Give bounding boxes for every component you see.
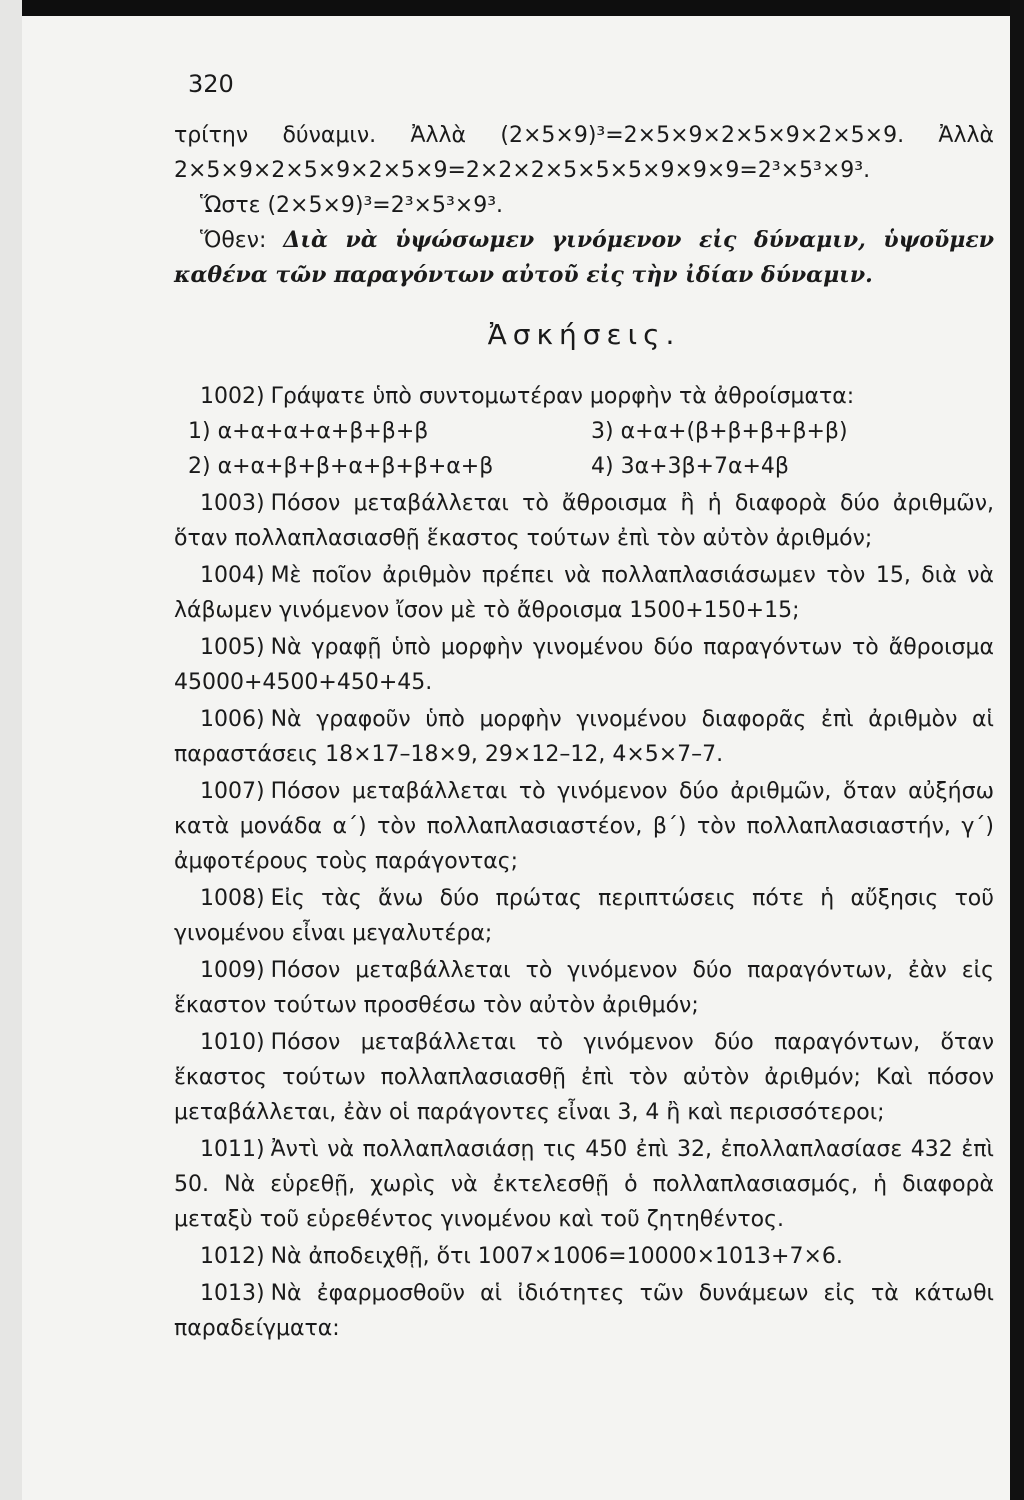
exercise-1004 <box>174 558 994 628</box>
exercise-1006 <box>174 702 994 772</box>
exercise-number: 1009) <box>200 958 265 983</box>
exercise-1013 <box>174 1276 994 1346</box>
exercise-number: 1004) <box>200 563 265 588</box>
section-heading: Ἀσκήσεις. <box>487 318 681 351</box>
exercise-number: 1006) <box>200 707 265 732</box>
exercise-number: 1003) <box>200 491 265 516</box>
exercise-number: 1008) <box>200 886 265 911</box>
page-number: 320 <box>188 70 234 98</box>
exercise-number: 1002) <box>200 384 265 409</box>
exercise-text: Νὰ ἀποδειχθῇ, ὅτι 1007×1006=10000×1013+7×6. <box>270 1244 843 1269</box>
exercise-text: Νὰ γραφῇ ὑπὸ μορφὴν γινομένου δύο παραγόντων τὸ ἄθροισμα 45000+4500+450+45. <box>174 635 994 695</box>
exercise-number: 1012) <box>200 1244 265 1269</box>
exercise-item: 3) α+α+(β+β+β+β+β) <box>591 419 848 444</box>
scan-border-top <box>0 0 1024 16</box>
exercise-number: 1005) <box>200 635 265 660</box>
exercise-1012 <box>174 1239 994 1274</box>
exercise-1005 <box>174 630 994 700</box>
intro-line-2: 2×5×9×2×5×9×2×5×9=2×2×2×5×5×5×9×9×9=2³×5³×9³. <box>174 158 871 183</box>
exercise-number: 1013) <box>200 1281 265 1306</box>
exercise-1002-items <box>174 414 994 484</box>
exercise-text: Ἀντὶ νὰ πολλαπλασιάσῃ τις 450 ἐπὶ 32, ἐπολλαπλασίασε 432 ἐπὶ 50. Νὰ εὑρεθῇ, χωρὶς νὰ ἐκτελεσθῇ ὁ πολλαπλασιασμός, ἡ διαφορὰ μεταξὺ τοῦ εὑρεθέντος γινομένου καὶ τοῦ ζητηθέντος. <box>174 1137 994 1232</box>
exercise-text: Νὰ ἐφαρμοσθοῦν αἱ ἰδιότητες τῶν δυνάμεων εἰς τὰ κάτωθι παραδείγματα: <box>174 1281 994 1341</box>
exercise-item: 1) α+α+α+α+β+β+β <box>188 419 429 444</box>
exercise-text: Γράψατε ὑπὸ συντομωτέραν μορφὴν τὰ ἀθροίσματα: <box>270 384 855 409</box>
exercise-number: 1007) <box>200 779 265 804</box>
scan-border-left <box>0 0 22 1500</box>
exercise-text: Μὲ ποῖον ἀριθμὸν πρέπει νὰ πολλαπλασιάσωμεν τὸν 15, διὰ νὰ λάβωμεν γινόμενον ἴσον μὲ τὸ ἄθροισμα 1500+150+15; <box>174 563 994 623</box>
rule-emphasis: Διὰ νὰ ὑψώσωμεν γινόμενον εἰς δύναμιν, ὑψοῦμεν καθένα τῶν παραγόντων αὐτοῦ εἰς τὴν ἰδίαν δύναμιν. <box>174 227 994 288</box>
exercise-text: Εἰς τὰς ἄνω δύο πρώτας περιπτώσεις πότε ἡ αὔξησις τοῦ γινομένου εἶναι μεγαλυτέρα; <box>174 886 994 946</box>
exercise-text: Νὰ γραφοῦν ὑπὸ μορφὴν γινομένου διαφορᾶς ἐπὶ ἀριθμὸν αἱ παραστάσεις 18×17–18×9, 29×12–12, 4×5×7–7. <box>174 707 994 767</box>
exercise-text: Πόσον μεταβάλλεται τὸ ἄθροισμα ἢ ἡ διαφορὰ δύο ἀριθμῶν, ὅταν πολλαπλασιασθῇ ἕκαστος τούτων ἐπὶ τὸν αὐτὸν ἀριθμόν; <box>174 491 994 551</box>
intro-line-1: τρίτην δύναμιν. Ἀλλὰ (2×5×9)³=2×5×9×2×5×9×2×5×9. Ἀλλὰ <box>174 123 994 148</box>
intro-line-3: Ὥστε (2×5×9)³=2³×5³×9³. <box>200 193 504 218</box>
exercise-text: Πόσον μεταβάλλεται τὸ γινόμενον δύο παραγόντων, ὅταν ἕκαστος τούτων πολλαπλασιασθῇ ἐπὶ τὸν αὐτὸν ἀριθμόν; Καὶ πόσον μεταβάλλεται, ἐὰν οἱ παράγοντες εἶναι 3, 4 ἢ καὶ περισσότεροι; <box>174 1030 994 1125</box>
exercise-list <box>174 379 994 1346</box>
exercise-item: 4) 3α+3β+7α+4β <box>591 454 789 479</box>
exercise-1011 <box>174 1132 994 1237</box>
exercise-1002 <box>174 379 994 484</box>
exercise-1003 <box>174 486 994 556</box>
rule-prefix: Ὅθεν: <box>200 228 284 253</box>
page-content <box>174 64 994 1348</box>
exercise-number: 1011) <box>200 1137 265 1162</box>
exercise-text: Πόσον μεταβάλλεται τὸ γινόμενον δύο ἀριθμῶν, ὅταν αὐξήσω κατὰ μονάδα α΄) τὸν πολλαπλασιαστέον, β΄) τὸν πολλαπλασιαστήν, γ΄) ἀμφοτέρους τοὺς παράγοντας; <box>174 779 994 874</box>
exercise-text: Πόσον μεταβάλλεται τὸ γινόμενον δύο παραγόντων, ἐὰν εἰς ἕκαστον τούτων προσθέσω τὸν αὐτὸν ἀριθμόν; <box>174 958 994 1018</box>
exercise-1009 <box>174 953 994 1023</box>
scan-border-right <box>1010 0 1024 1500</box>
exercise-1008 <box>174 881 994 951</box>
exercise-1010 <box>174 1025 994 1130</box>
exercise-number: 1010) <box>200 1030 265 1055</box>
rule-paragraph <box>174 223 994 293</box>
exercise-item: 2) α+α+β+β+α+β+β+α+β <box>188 454 494 479</box>
exercise-1007 <box>174 774 994 879</box>
